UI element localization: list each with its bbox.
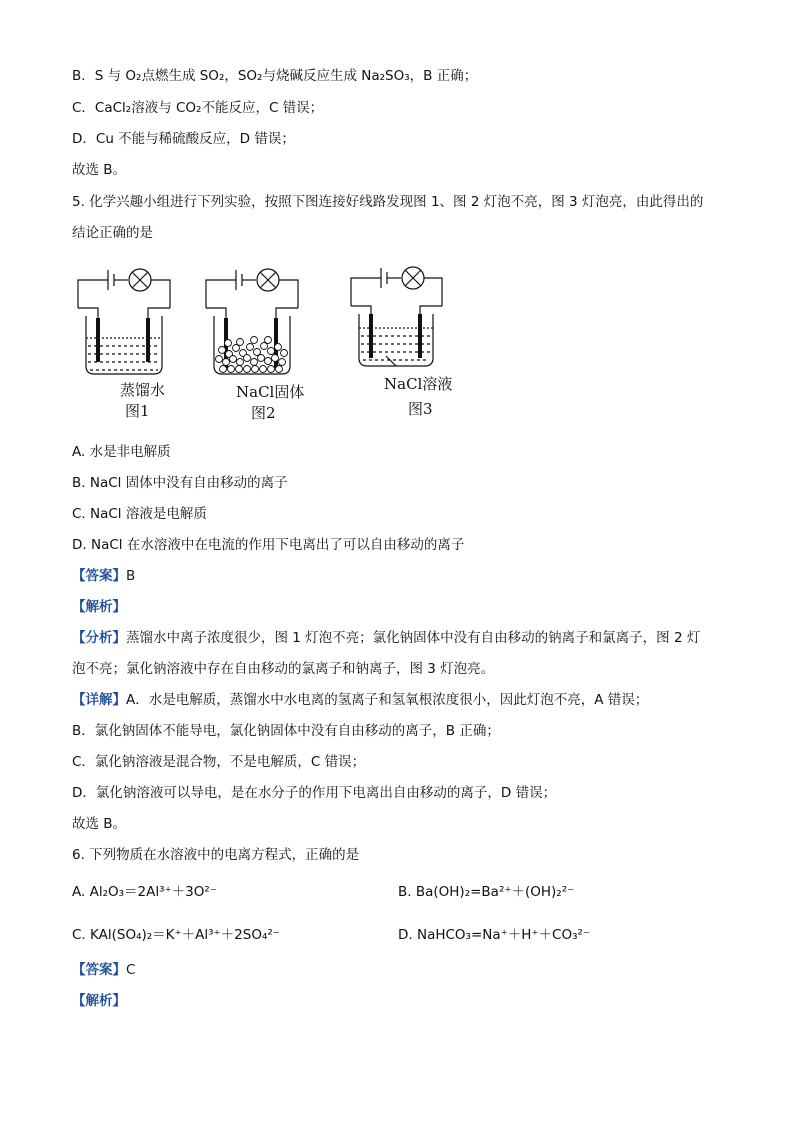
fig1-label: 图1 [125,402,150,420]
q5-xiangjie-1 [72,690,648,710]
fig2-liquid-label: NaCl固体 [236,383,305,401]
answer-bracket: 【答案】 [72,568,126,584]
answer-value: B [126,568,136,584]
q5-option-b: B. NaCl 固体中没有自由移动的离子 [72,475,288,491]
q5-fenxi-1 [72,628,700,648]
analysis-bracket: 【解析】 [72,599,126,615]
fenxi-bracket: 【分析】 [72,630,126,646]
prev-option-c: C．CaCl₂溶液与 CO₂不能反应，C 错误； [72,100,324,116]
q6-answer [72,960,135,980]
circuit-diagram [68,258,468,428]
q5-xiangjie-4: D．氯化钠溶液可以导电，是在水分子的作用下电离出自由移动的离子，D 错误； [72,785,557,801]
q5-option-a: A. 水是非电解质 [72,444,171,460]
q6-option-c: C. KAl(SO₄)₂＝K⁺＋Al³⁺＋2SO₄²⁻ [72,927,280,943]
circuit-figure [68,258,468,428]
answer2-bracket: 【答案】 [72,962,126,978]
q5-text-2: 结论正确的是 [72,225,153,241]
q5-option-d: D. NaCl 在水溶液中在电流的作用下电离出了可以自由移动的离子 [72,537,465,553]
q5-xiangjie-2: B．氯化钠固体不能导电，氯化钠固体中没有自由移动的离子，B 正确； [72,723,500,739]
q5-answer [72,566,135,586]
q6-option-b: B. Ba(OH)₂=Ba²⁺＋(OH)₂²⁻ [398,884,575,900]
prev-choose: 故选 B。 [72,162,127,178]
q5-fenxi-2: 泡不亮；氯化钠溶液中存在自由移动的氯离子和钠离子，图 3 灯泡亮。 [72,661,495,677]
fig2-label: 图2 [251,404,276,422]
xiangjie-bracket: 【详解】 [72,692,126,708]
q5-xiangjie-3: C．氯化钠溶液是混合物，不是电解质，C 错误； [72,754,366,770]
q5-analysis-heading [72,597,126,617]
q5-text-1: 5. 化学兴趣小组进行下列实验，按照下图连接好线路发现图 1、图 2 灯泡不亮，图 3 灯泡亮，由此得出的 [72,194,704,210]
fig3-circuit [351,267,442,366]
prev-option-b: B．S 与 O₂点燃生成 SO₂，SO₂与烧碱反应生成 Na₂SO₃，B 正确； [72,68,478,84]
fig1-circuit [78,269,170,374]
q5-option-c: C. NaCl 溶液是电解质 [72,506,207,522]
xiangjie-text-1: A．水是电解质，蒸馏水中水电离的氢离子和氢氧根浓度很小，因此灯泡不亮，A 错误； [126,692,649,708]
q6-text: 6. 下列物质在水溶液中的电离方程式，正确的是 [72,847,360,863]
q6-option-a: A. Al₂O₃＝2Al³⁺＋3O²⁻ [72,884,217,900]
q6-option-d: D. NaHCO₃=Na⁺＋H⁺＋CO₃²⁻ [398,927,591,943]
q6-analysis-heading [72,991,126,1011]
q5-choose: 故选 B。 [72,816,127,832]
fenxi-text-1: 蒸馏水中离子浓度很少，图 1 灯泡不亮；氯化钠固体中没有自由移动的钠离子和氯离子，图 2 灯 [126,630,701,646]
prev-option-d: D．Cu 不能与稀硫酸反应，D 错误； [72,131,295,147]
answer2-value: C [126,962,136,978]
fig3-liquid-label: NaCl溶液 [384,375,453,393]
analysis2-bracket: 【解析】 [72,993,126,1009]
fig1-liquid-label: 蒸馏水 [120,381,166,399]
fig3-label: 图3 [408,400,433,418]
